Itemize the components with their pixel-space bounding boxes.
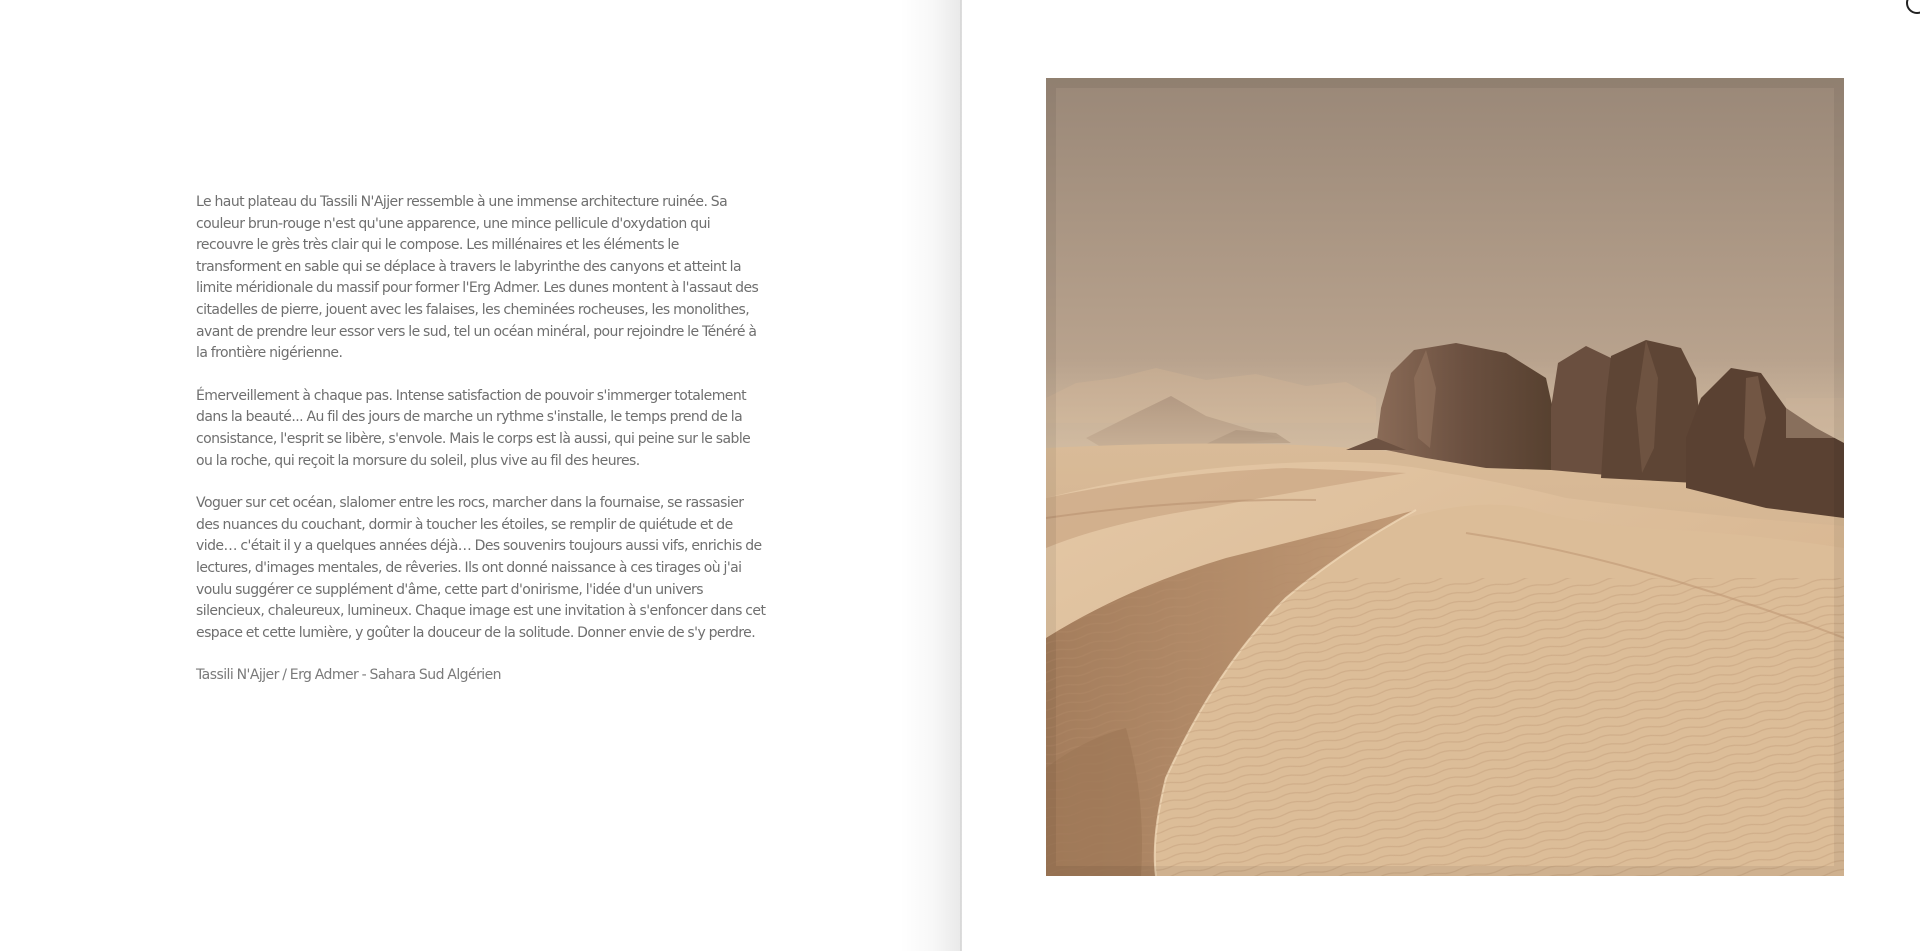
desert-photo [1046,78,1844,876]
paragraph-2: Émerveillement à chaque pas. Intense satisfaction de pouvoir s'immerger totalement dans la beauté... Au fil des jours de marche un rythme s'installe, le temps prend de la consistance, l'esprit se libère, s'envole. Mais le corps est là aussi, qui peine sur le sable ou la roche, qui reçoit la morsure du soleil, plus vive au fil des heures. [196,387,751,469]
photo-caption: Tassili N'Ajjer / Erg Admer - Sahara Sud Algérien [196,667,502,684]
desert-photo-illustration [1046,78,1844,876]
paragraph-1: Le haut plateau du Tassili N'Ajjer ressemble à une immense architecture ruinée. Sa couleur brun-rouge n'est qu'une apparence, une mince pellicule d'oxydation qui recouvre le grès très clair qui le compose. Les millénaires et les éléments le transforment en sable qui se déplace à travers le labyrinthe des canyons et atteint la limite méridionale du massif pour former l'Erg Admer. Les dunes montent à l'assaut des citadelles de pierre, jouent avec les falaises, les cheminées rocheuses, les monolithes, avant de prendre leur essor vers le sud, tel un océan minéral, pour rejoindre le Ténéré à la frontière nigérienne. [196,194,759,362]
gutter-shadow [900,0,962,951]
text-block [196,192,766,708]
paragraph-3: Voguer sur cet océan, slalomer entre les rocs, marcher dans la fournaise, se rassasier des nuances du couchant, dormir à toucher les étoiles, se remplir de quiétude et de vide… c'était il y a quelques années déjà… Des souvenirs toujours aussi vifs, enrichis de lectures, d'images mentales, de rêveries. Ils ont donné naissance à ces tirages où j'ai voulu suggérer ce supplément d'âme, cette part d'onirisme, l'idée d'un univers silencieux, chaleureux, lumineux. Chaque image est une invitation à s'enfoncer dans cet espace et cette lumière, y goûter la douceur de la solitude. Donner envie de s'y perdre. [196,495,766,641]
